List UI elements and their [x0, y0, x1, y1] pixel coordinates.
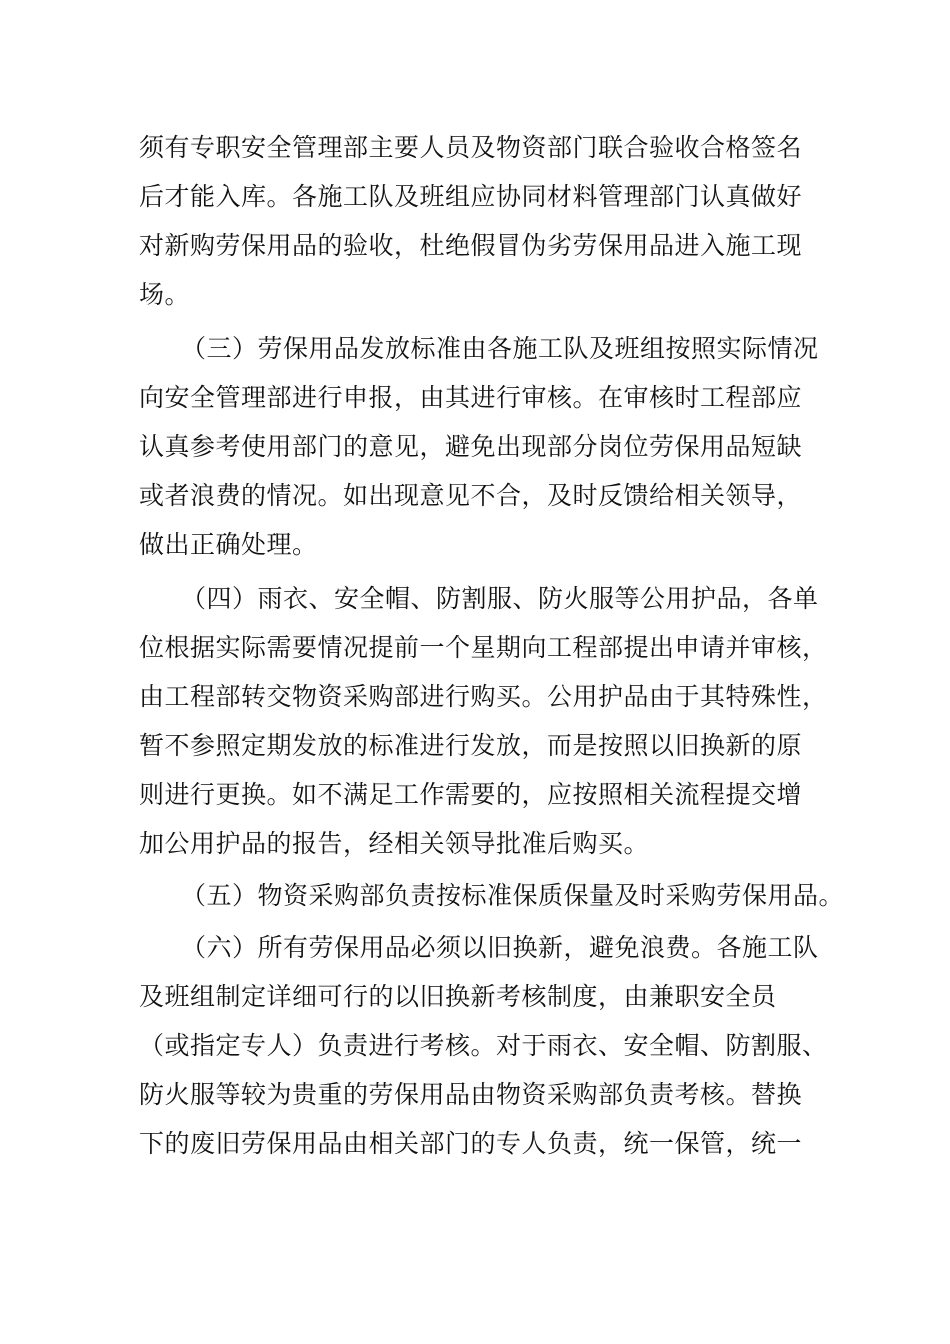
text-line: 认真参考使用部门的意见，避免出现部分岗位劳保用品短缺 [139, 432, 803, 461]
text-line: 向安全管理部进行申报，由其进行审核。在审核时工程部应 [139, 383, 803, 412]
text-line: 位根据实际需要情况提前一个星期向工程部提出申请并审核， [139, 633, 828, 662]
text-line: 对新购劳保用品的验收，杜绝假冒伪劣劳保用品进入施工现 [139, 231, 803, 260]
text-line: 加公用护品的报告，经相关领导批准后购买。 [139, 829, 650, 858]
text-line: 则进行更换。如不满足工作需要的，应按照相关流程提交增 [139, 780, 803, 809]
text-line: （三）劳保用品发放标准由各施工队及班组按照实际情况 [181, 334, 819, 363]
text-line: （六）所有劳保用品必须以旧换新，避免浪费。各施工队 [181, 933, 819, 962]
text-line: （四）雨衣、安全帽、防割服、防火服等公用护品，各单 [181, 584, 819, 613]
text-line: 由工程部转交物资采购部进行购买。公用护品由于其特殊性， [139, 682, 828, 711]
text-line: 防火服等较为贵重的劳保用品由物资采购部负责考核。替换 [139, 1080, 803, 1109]
text-line: 及班组制定详细可行的以旧换新考核制度，由兼职安全员 [139, 982, 777, 1011]
text-line: 暂不参照定期发放的标准进行发放，而是按照以旧换新的原 [139, 731, 803, 760]
text-line: 下的废旧劳保用品由相关部门的专人负责，统一保管，统一 [139, 1129, 803, 1158]
text-line: 后才能入库。各施工队及班组应协同材料管理部门认真做好 [139, 182, 803, 211]
text-line: （五）物资采购部负责按标准保质保量及时采购劳保用品。 [181, 881, 845, 910]
text-line: （或指定专人）负责进行考核。对于雨衣、安全帽、防割服、 [139, 1031, 828, 1060]
text-line: 或者浪费的情况。如出现意见不合，及时反馈给相关领导， [139, 481, 803, 510]
text-line: 须有专职安全管理部主要人员及物资部门联合验收合格签名 [139, 133, 803, 162]
text-line: 做出正确处理。 [139, 530, 318, 559]
text-line: 场。 [139, 280, 191, 309]
